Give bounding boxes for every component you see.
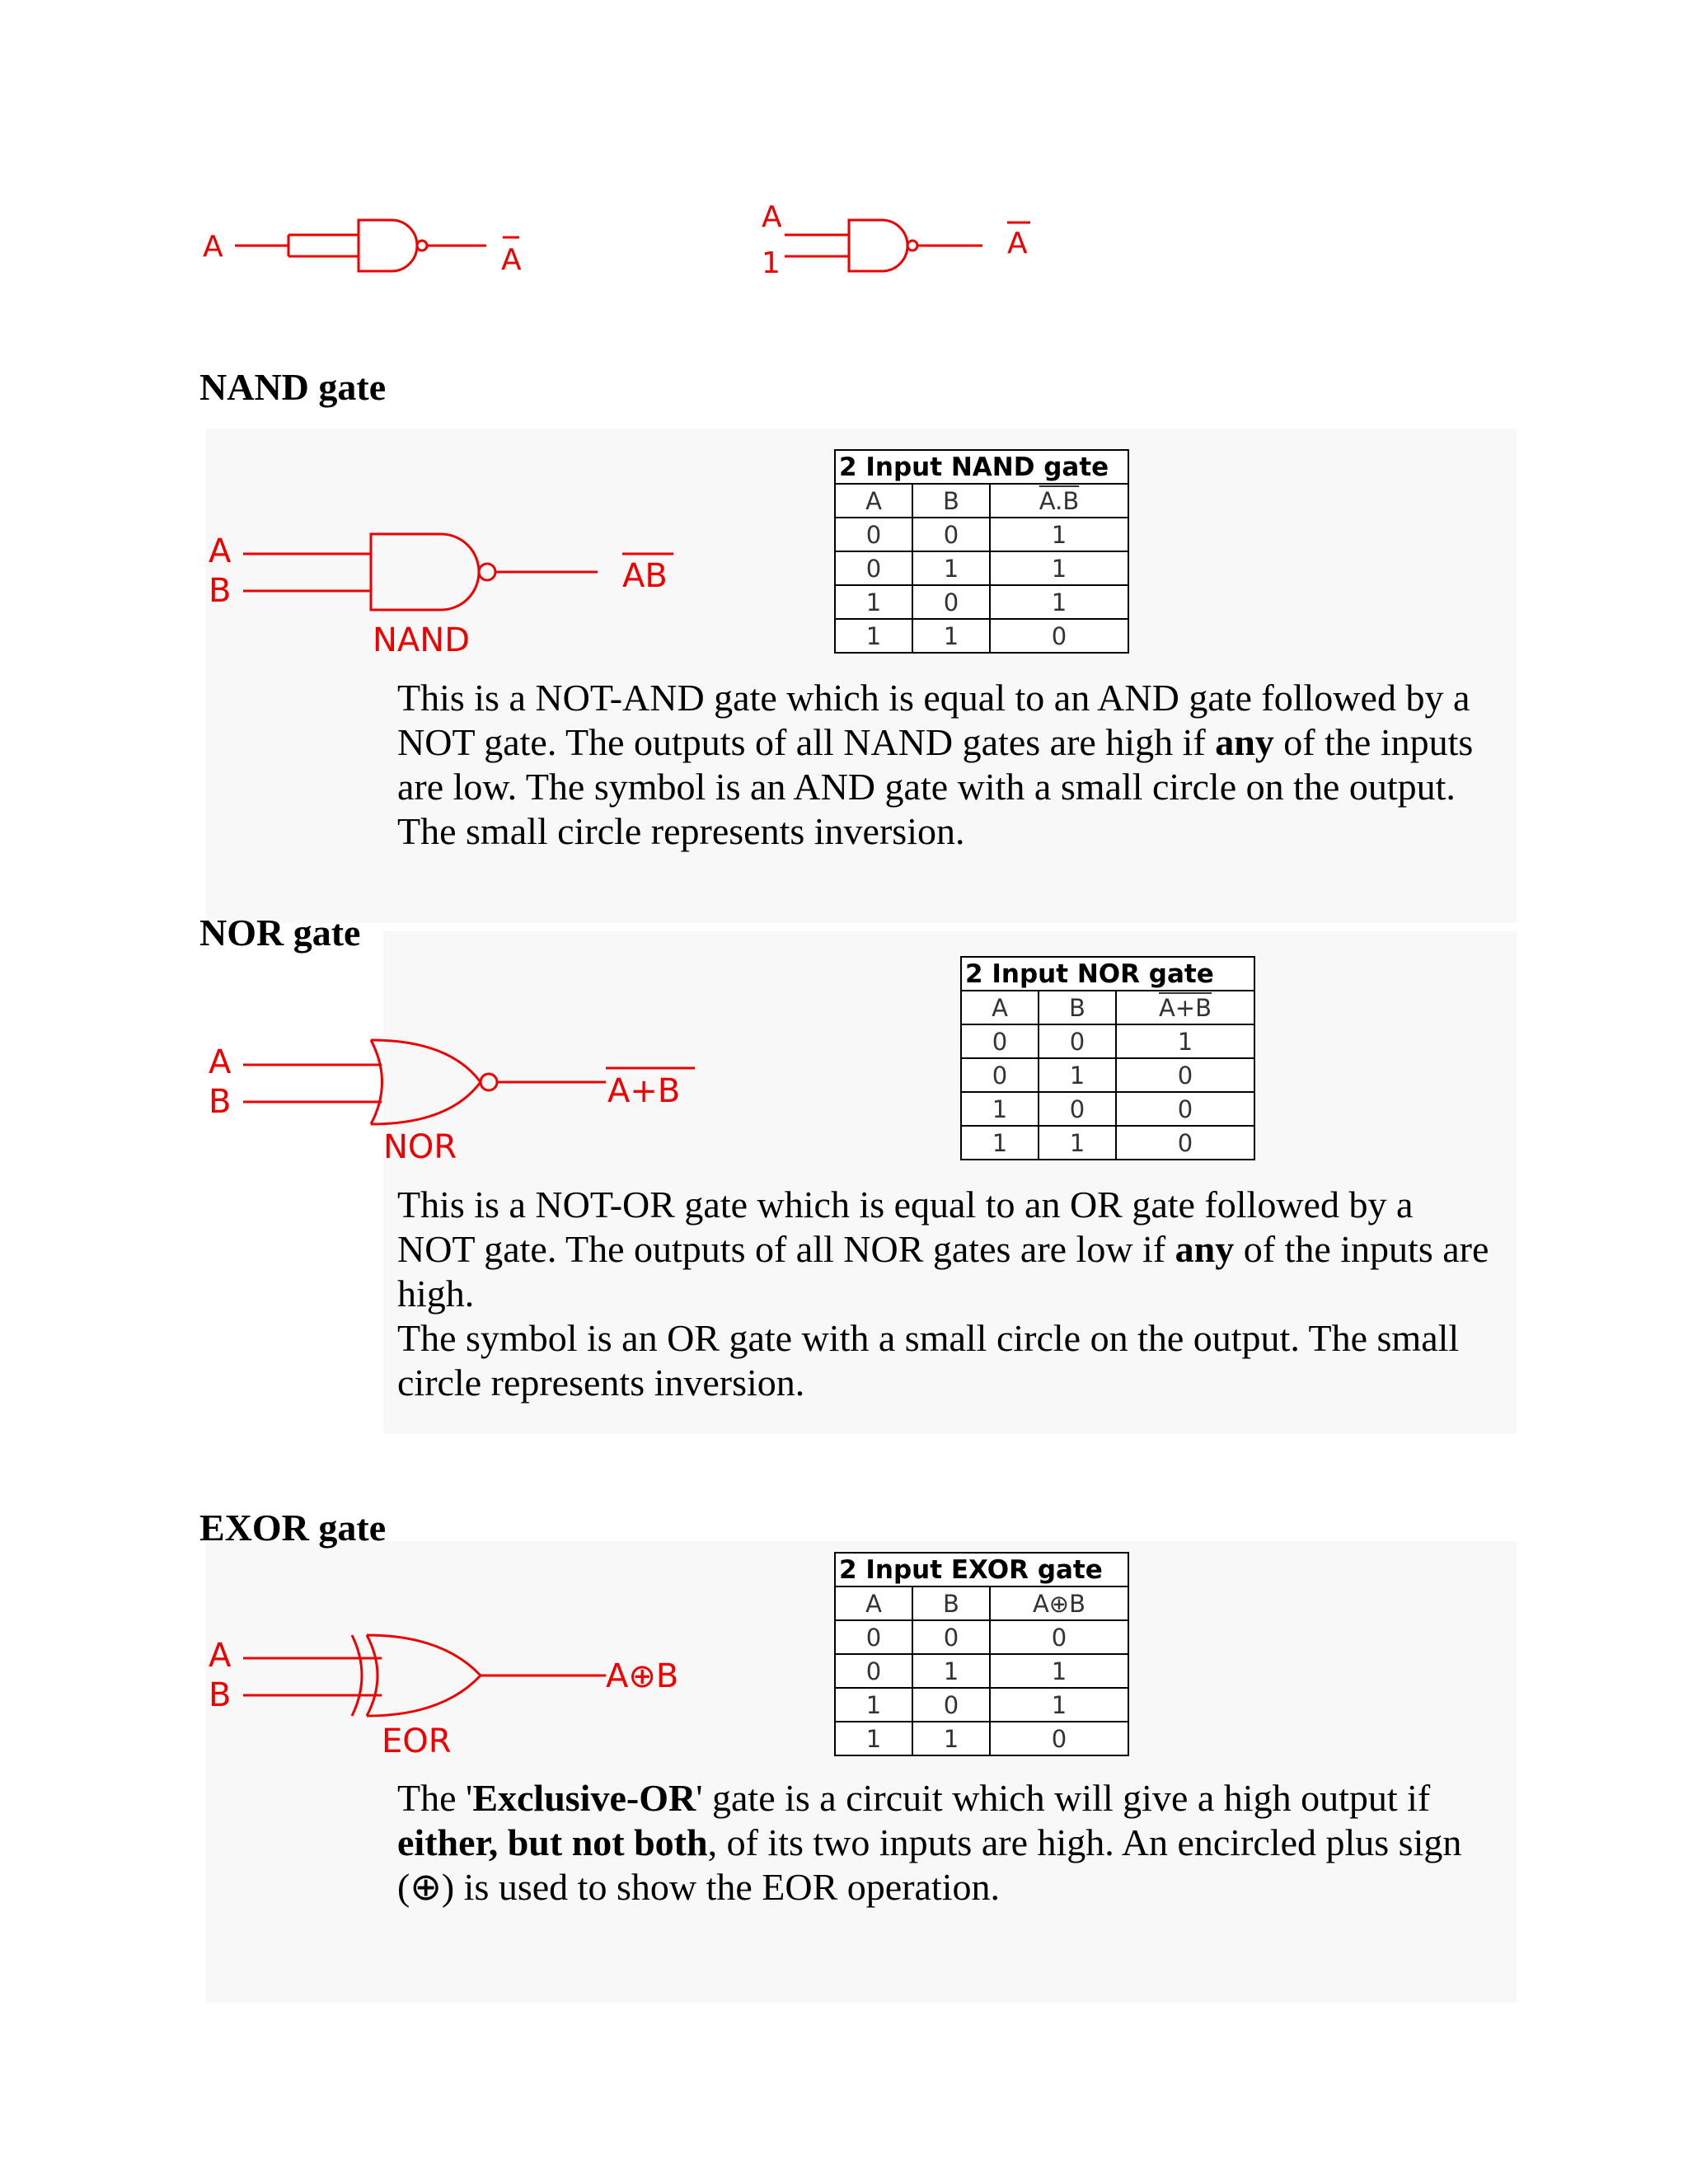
table-row <box>835 1722 1128 1755</box>
cell: 1 <box>1039 1126 1116 1160</box>
cell: 0 <box>835 1654 912 1688</box>
table-row <box>961 1126 1254 1160</box>
cell: 0 <box>990 1620 1128 1654</box>
col-header-a: A <box>835 1586 912 1620</box>
bold-run: either, but not both <box>397 1821 708 1863</box>
cell: 0 <box>912 518 990 551</box>
col-header-a: A <box>835 484 912 518</box>
exor-gate-label: EOR <box>382 1722 452 1760</box>
cell: 1 <box>1039 1058 1116 1092</box>
nand-out-label: AB <box>622 557 668 595</box>
cell: 0 <box>961 1058 1039 1092</box>
cell: 0 <box>961 1024 1039 1058</box>
nand-in-a: A <box>209 532 232 570</box>
col-header-out <box>1116 991 1254 1024</box>
not-right-in-b: 1 <box>762 246 781 280</box>
cell: 0 <box>835 518 912 551</box>
nand-gate-diagram <box>202 519 713 668</box>
table-row <box>961 1092 1254 1126</box>
bold-run: Exclusive-OR <box>472 1777 696 1819</box>
table-caption: 2 Input NAND gate <box>835 450 1128 484</box>
nor-out-label: A+B <box>607 1072 681 1110</box>
exor-heading: EXOR gate <box>199 1507 387 1549</box>
cell: 1 <box>961 1126 1039 1160</box>
col-header-out-text: A.B <box>1039 486 1080 515</box>
text-run: The symbol is an OR gate with a small circle on the output. The small circle represents inversion. <box>397 1317 1460 1404</box>
cell: 1 <box>990 551 1128 585</box>
not-right-out: A <box>1007 227 1028 260</box>
col-header-a: A <box>961 991 1039 1024</box>
text-run: ' gate is a circuit which will give a high output if <box>696 1777 1431 1819</box>
table-row <box>835 518 1128 551</box>
cell: 1 <box>835 1688 912 1722</box>
table-header-row <box>835 1586 1128 1620</box>
nor-description <box>397 1183 1493 1405</box>
nor-truth-table <box>960 956 1255 1160</box>
exor-out-label: A⊕B <box>606 1657 679 1695</box>
cell: 1 <box>990 1688 1128 1722</box>
text-run: , of its two inputs are high. An encircled plus sign (⊕) is used to show the EOR operation. <box>397 1821 1462 1908</box>
cell: 0 <box>835 551 912 585</box>
cell: 1 <box>912 619 990 653</box>
col-header-b: B <box>912 484 990 518</box>
col-header-b: B <box>912 1586 990 1620</box>
table-header-row <box>961 991 1254 1024</box>
nor-gate-label: NOR <box>383 1128 457 1166</box>
nand-truth-table <box>834 449 1129 654</box>
col-header-out <box>990 484 1128 518</box>
text-run: of the inputs are low. The symbol is an AND gate with a small circle on the output. The small circle represents inversion. <box>397 721 1474 852</box>
cell: 1 <box>990 518 1128 551</box>
table-row <box>835 551 1128 585</box>
cell: 1 <box>912 551 990 585</box>
col-header-out: A⊕B <box>990 1586 1128 1620</box>
table-row <box>835 1654 1128 1688</box>
text-run: The ' <box>397 1777 473 1819</box>
cell: 0 <box>1039 1024 1116 1058</box>
not-out-label: A <box>501 243 522 277</box>
cell: 1 <box>912 1722 990 1755</box>
exor-truth-table <box>834 1552 1129 1756</box>
cell: 0 <box>835 1620 912 1654</box>
cell: 0 <box>990 1722 1128 1755</box>
col-header-out-text: A+B <box>1158 993 1212 1022</box>
nand-in-b: B <box>209 572 232 610</box>
table-row <box>961 1058 1254 1092</box>
cell: 1 <box>835 585 912 619</box>
nand-gate-label: NAND <box>373 621 471 659</box>
not-from-and-diagram-right <box>750 194 1047 288</box>
col-header-b: B <box>1039 991 1116 1024</box>
cell: 0 <box>912 1688 990 1722</box>
cell: 0 <box>912 1620 990 1654</box>
cell: 1 <box>912 1654 990 1688</box>
not-from-and-diagram-left <box>190 202 536 293</box>
exor-in-b: B <box>209 1676 232 1714</box>
text-run: This is a NOT-AND gate which is equal to an AND gate followed by a NOT gate. The outputs of all NAND gates are high if <box>397 677 1470 763</box>
table-row <box>835 1688 1128 1722</box>
text-run: of the inputs are high. <box>397 1228 1489 1315</box>
table-row <box>835 619 1128 653</box>
cell: 0 <box>1116 1092 1254 1126</box>
table-header-row <box>835 484 1128 518</box>
bold-run: any <box>1175 1228 1235 1270</box>
not-right-in-a: A <box>762 200 782 234</box>
cell: 1 <box>1116 1024 1254 1058</box>
nor-gate-diagram <box>202 1030 713 1179</box>
nor-in-b: B <box>209 1083 232 1121</box>
nand-heading: NAND gate <box>199 366 387 408</box>
exor-in-a: A <box>209 1637 232 1675</box>
cell: 0 <box>990 619 1128 653</box>
exor-gate-diagram <box>202 1624 713 1772</box>
cell: 1 <box>961 1092 1039 1126</box>
table-caption: 2 Input EXOR gate <box>835 1553 1128 1586</box>
table-row <box>835 1620 1128 1654</box>
nand-description <box>397 676 1493 854</box>
exor-description <box>397 1776 1469 1910</box>
cell: 0 <box>1039 1092 1116 1126</box>
not-in-a-label: A <box>203 230 223 264</box>
table-caption: 2 Input NOR gate <box>961 957 1254 991</box>
cell: 1 <box>990 585 1128 619</box>
text-run: This is a NOT-OR gate which is equal to an OR gate followed by a NOT gate. The outputs of all NOR gates are low if <box>397 1183 1414 1270</box>
cell: 0 <box>1116 1058 1254 1092</box>
cell: 1 <box>835 1722 912 1755</box>
cell: 0 <box>1116 1126 1254 1160</box>
cell: 0 <box>912 585 990 619</box>
table-row <box>835 585 1128 619</box>
table-row <box>961 1024 1254 1058</box>
cell: 1 <box>835 619 912 653</box>
nor-in-a: A <box>209 1043 232 1081</box>
cell: 1 <box>990 1654 1128 1688</box>
bold-run: any <box>1215 721 1274 763</box>
nor-heading: NOR gate <box>199 912 361 954</box>
